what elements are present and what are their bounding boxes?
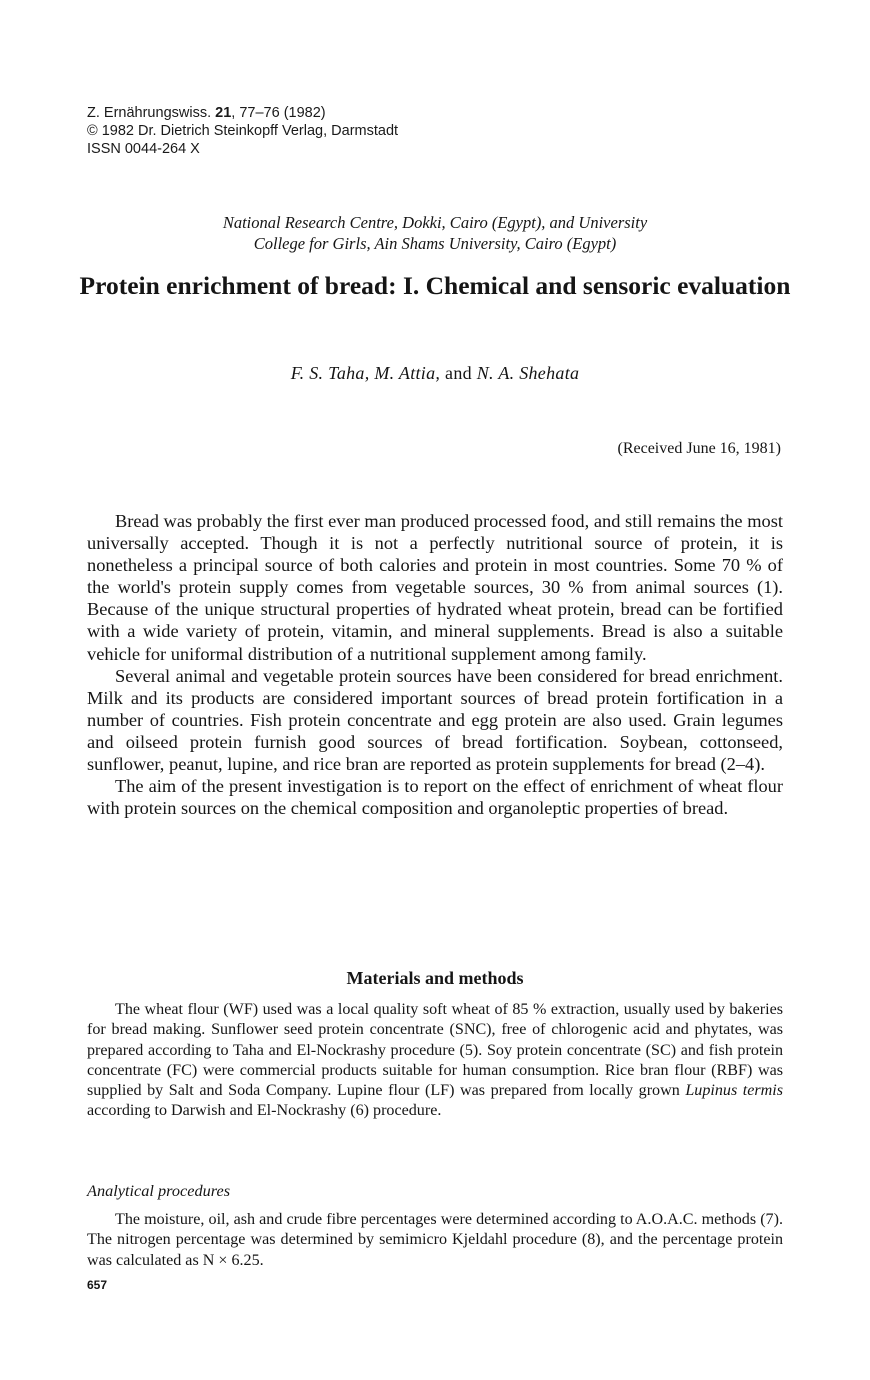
materials-text: according to Darwish and El-Nockrashy (6) procedure. xyxy=(87,1102,442,1120)
materials-text: The wheat flour (WF) used was a local quality soft wheat of 85 % extraction, usually used by bakeries for bread making. Sunflower seed protein concentrate (SNC), free of chlorogenic acid and phytates, was prepared according to Taha and El-Nockrashy procedure (5). Soy protein concentrate (SC) and fish protein concentrate (FC) were commercial products suitable for human consumption. Rice bran flour (RBF) was supplied by Salt and Soda Company. Lupine flour (LF) was prepared from locally grown xyxy=(87,1001,783,1100)
intro-paragraph: Bread was probably the first ever man produced processed food, and still remains the most universally accepted. Though it is not a perfectly nutritional source of protein, it is nonetheless a principal source of both calories and protein in most countries. Some 70 % of the world's protein supply comes from vegetable sources, 30 % from animal sources (1). Because of the unique structural properties of hydrated wheat protein, bread can be fortified with a wide variety of protein, vitamin, and mineral supplements. Bread is also a suitable vehicle for uniformal distribution of a nutritional supplement among family. xyxy=(87,511,783,664)
paper-title: Protein enrichment of bread: I. Chemical and sensoric evaluation xyxy=(79,271,791,300)
issn-line: ISSN 0044-264 X xyxy=(87,141,200,157)
intro-paragraph: Several animal and vegetable protein sources have been considered for bread enrichment. Milk and its products are considered important sources of bread protein fortification in a number of countries. Fish protein concentrate and egg protein are also used. Grain legumes and oilseed protein furnish good sources of bread fortification. Soybean, cottonseed, sunflower, peanut, lupine, and rice bran are reported as protein supplements for bread (2–4). xyxy=(87,665,783,775)
page-number: 657 xyxy=(87,1278,108,1292)
author-name: M. Attia, xyxy=(374,363,441,383)
journal-name: Z. Ernährungswiss. xyxy=(87,105,216,121)
affiliation xyxy=(87,212,783,254)
journal-volume: 21 xyxy=(215,105,232,121)
journal-line xyxy=(87,104,398,122)
affiliation-line-2: College for Girls, Ain Shams University, Cairo (Egypt) xyxy=(253,234,617,253)
affiliation-line-1: National Research Centre, Dokki, Cairo (Egypt), and University xyxy=(222,213,648,232)
author-name: F. S. Taha, xyxy=(290,363,370,383)
journal-citation xyxy=(87,104,398,158)
author-conjunction: and xyxy=(445,363,472,383)
materials-methods-heading: Materials and methods xyxy=(346,968,524,988)
author-name: N. A. Shehata xyxy=(476,363,580,383)
intro-paragraph: The aim of the present investigation is to report on the effect of enrichment of wheat flour with protein sources on the chemical composition and organoleptic properties of bread. xyxy=(87,776,783,819)
analytical-procedures-section xyxy=(87,1210,783,1271)
journal-pages: , 77–76 (1982) xyxy=(231,105,326,121)
introduction xyxy=(87,510,783,819)
analytical-procedures-heading: Analytical procedures xyxy=(87,1181,231,1200)
materials-paragraph xyxy=(87,1000,783,1122)
copyright-line: © 1982 Dr. Dietrich Steinkopff Verlag, Darmstadt xyxy=(87,123,399,139)
author-list xyxy=(87,362,783,384)
materials-methods-section xyxy=(87,1000,783,1122)
analytical-paragraph: The moisture, oil, ash and crude fibre percentages were determined according to A.O.A.C. methods (7). The nitrogen percentage was determined by semimicro Kjeldahl procedure (8), and the percentage protein was calculated as N × 6.25. xyxy=(87,1211,783,1269)
species-name: Lupinus termis xyxy=(685,1082,783,1100)
received-date: (Received June 16, 1981) xyxy=(617,440,781,457)
